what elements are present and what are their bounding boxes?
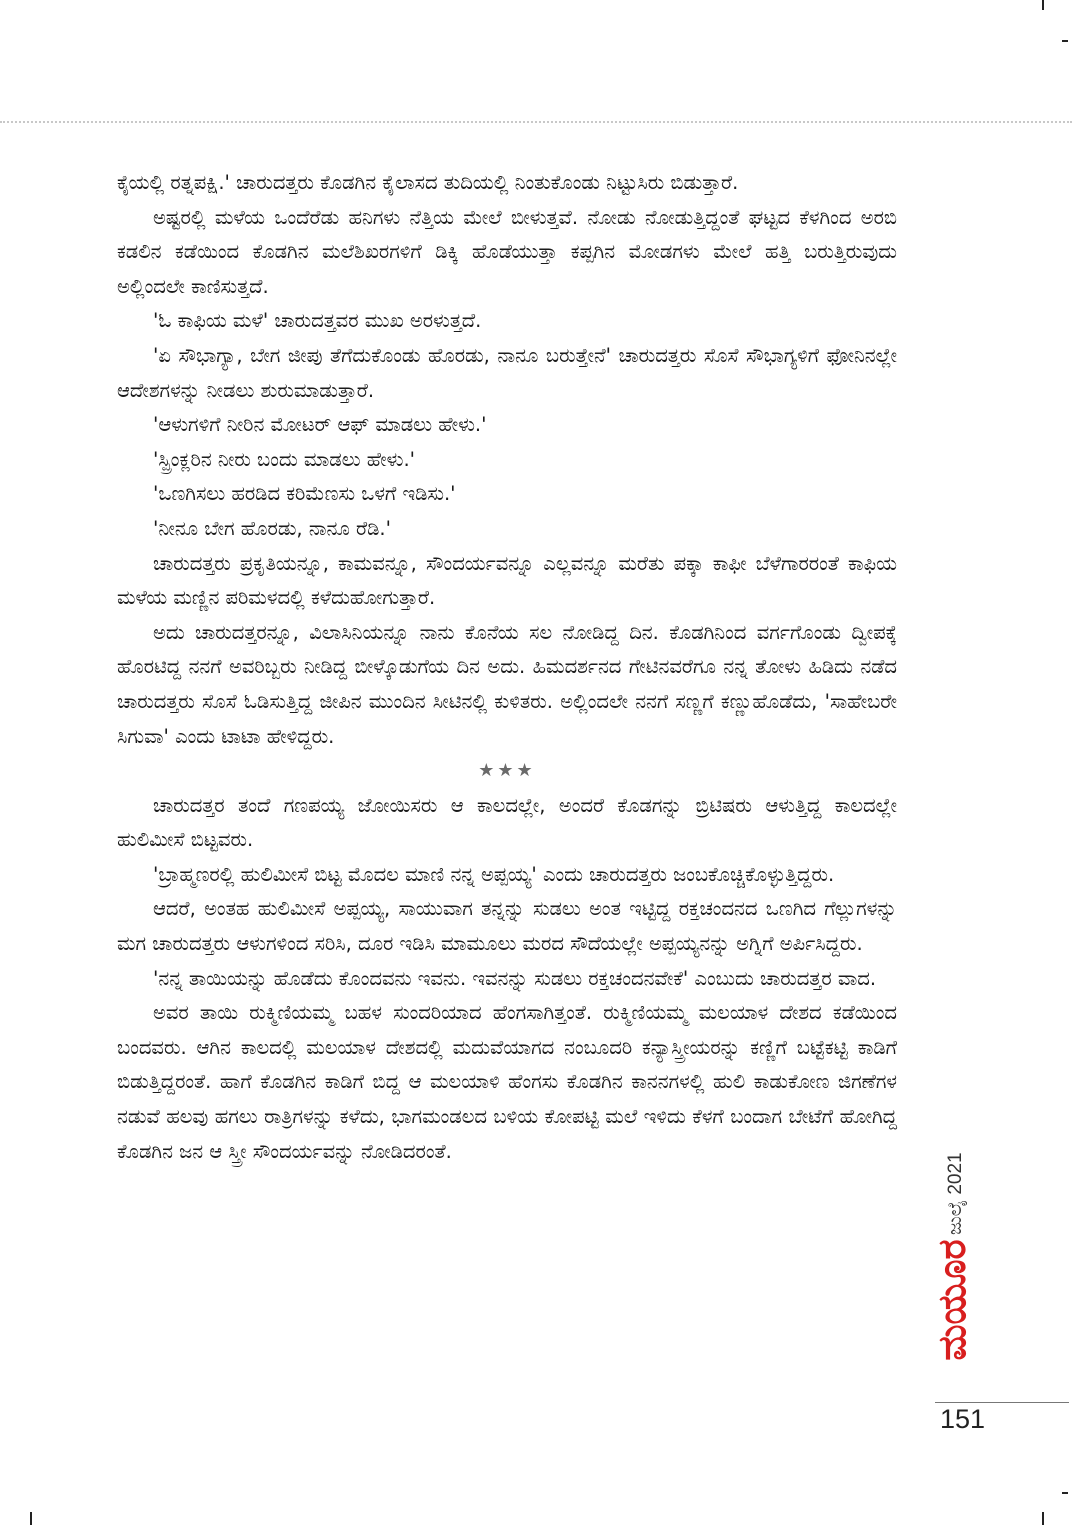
paragraph: ಆದರೆ, ಅಂತಹ ಹುಲಿಮೀಸೆ ಅಪ್ಪಯ್ಯ, ಸಾಯುವಾಗ ತನ್ನನ್ನು ಸುಡಲು ಅಂತ ಇಟ್ಟಿದ್ದ ರಕ್ತಚಂದನದ ಒಣಗಿದ ಗೆಲ್ಲುಗಳನ್ನು ಮಗ ಚಾರುದತ್ತರು ಆಳುಗಳಿಂದ ಸರಿಸಿ, ದೂರ ಇಡಿಸಿ ಮಾಮೂಲು ಮರದ ಸೌದೆಯಲ್ಲೇ ಅಪ್ಪಯ್ಯನನ್ನು ಅಗ್ನಿಗೆ ಅರ್ಪಿಸಿದ್ದರು. [117,897,897,956]
magazine-logo: ಮಯೂರ [930,1239,974,1361]
paragraph: 'ಆಳುಗಳಿಗೆ ನೀರಿನ ಮೋಟರ್ ಆಫ್ ಮಾಡಲು ಹೇಳು.' [153,413,487,437]
crop-mark-bottom-left [30,1512,32,1525]
crop-mark-bottom-right [1062,1492,1068,1494]
paragraph: ಅವರ ತಾಯಿ ರುಕ್ಮಿಣಿಯಮ್ಮ ಬಹಳ ಸುಂದರಿಯಾದ ಹೆಂಗಸಾಗಿತ್ತಂತೆ. ರುಕ್ಮಿಣಿಯಮ್ಮ ಮಲಯಾಳ ದೇಶದ ಕಡೆಯಿಂದ ಬಂದವರು. ಆಗಿನ ಕಾಲದಲ್ಲಿ ಮಲಯಾಳ ದೇಶದಲ್ಲಿ ಮದುವೆಯಾಗದ ನಂಬೂದರಿ ಕನ್ಯಾಸ್ತ್ರೀಯರನ್ನು ಕಣ್ಣಿಗೆ ಬಟ್ಟೆಕಟ್ಟಿ ಕಾಡಿಗೆ ಬಿಡುತ್ತಿದ್ದರಂತೆ. ಹಾಗೆ ಕೊಡಗಿನ ಕಾಡಿಗೆ ಬಿದ್ದ ಆ ಮಲಯಾಳಿ ಹೆಂಗಸು ಕೊಡಗಿನ ಕಾನನಗಳಲ್ಲಿ ಹುಲಿ ಕಾಡುಕೋಣ ಜಿಗಣೆಗಳ ನಡುವೆ ಹಲವು ಹಗಲು ರಾತ್ರಿಗಳನ್ನು ಕಳೆದು, ಭಾಗಮಂಡಲದ ಬಳಿಯ ಕೋಪಟ್ಟಿ ಮಲೆ ಇಳಿದು ಕೆಳಗೆ ಬಂದಾಗ ಬೇಟೆಗೆ ಹೋಗಿದ್ದ ಕೊಡಗಿನ ಜನ ಆ ಸ್ತ್ರೀ ಸೌಂದರ್ಯವನ್ನು ನೋಡಿದರಂತೆ. [117,1001,897,1163]
crop-mark-top [1042,0,1044,10]
paragraph: ಅದು ಚಾರುದತ್ತರನ್ನೂ, ವಿಲಾಸಿನಿಯನ್ನೂ ನಾನು ಕೊನೆಯ ಸಲ ನೋಡಿದ್ದ ದಿನ. ಕೊಡಗಿನಿಂದ ವರ್ಗಗೊಂಡು ದ್ವೀಪಕ್ಕೆ ಹೊರಟಿದ್ದ ನನಗೆ ಅವರಿಬ್ಬರು ನೀಡಿದ್ದ ಬೀಳ್ಕೊಡುಗೆಯ ದಿನ ಅದು. ಹಿಮದರ್ಶನದ ಗೇಟಿನವರೆಗೂ ನನ್ನ ತೋಳು ಹಿಡಿದು ನಡೆದ ಚಾರುದತ್ತರು ಸೊಸೆ ಓಡಿಸುತ್ತಿದ್ದ ಜೀಪಿನ ಮುಂದಿನ ಸೀಟಿನಲ್ಲಿ ಕುಳಿತರು. ಅಲ್ಲಿಂದಲೇ ನನಗೆ ಸಣ್ಣಗೆ ಕಣ್ಣುಹೊಡೆದು, 'ಸಾಹೇಬರೇ ಸಿಗುವಾ' ಎಂದು ಟಾಟಾ ಹೇಳಿದ್ದರು. [117,620,897,748]
paragraph: 'ಬ್ರಾಹ್ಮಣರಲ್ಲಿ ಹುಲಿಮೀಸೆ ಬಿಟ್ಟ ಮೊದಲ ಮಾಣಿ ನನ್ನ ಅಪ್ಪಯ್ಯ' ಎಂದು ಚಾರುದತ್ತರು ಜಂಬಕೊಚ್ಚಿಕೊಳ್ಳುತ್ತಿದ್ದರು. [153,862,835,886]
paragraph: 'ಸ್ಪ್ರಿಂಕ್ಲರಿನ ನೀರು ಬಂದು ಮಾಡಲು ಹೇಳು.' [153,447,416,471]
paragraph: 'ನೀನೂ ಬೇಗ ಹೊರಡು, ನಾನೂ ರೆಡಿ.' [153,516,391,540]
article-body [117,166,897,1169]
crop-mark-top-right [1062,40,1068,42]
paragraph: 'ಏ ಸೌಭಾಗ್ಯಾ, ಬೇಗ ಜೀಪು ತೆಗೆದುಕೊಂಡು ಹೊರಡು, ನಾನೂ ಬರುತ್ತೇನೆ' ಚಾರುದತ್ತರು ಸೊಸೆ ಸೌಭಾಗ್ಯಳಿಗೆ ಫೋನಿನಲ್ಲೇ ಆದೇಶಗಳನ್ನು ನೀಡಲು ಶುರುಮಾಡುತ್ತಾರೆ. [117,343,897,402]
paragraph: ಚಾರುದತ್ತರ ತಂದೆ ಗಣಪಯ್ಯ ಜೋಯಿಸರು ಆ ಕಾಲದಲ್ಲೇ, ಅಂದರೆ ಕೊಡಗನ್ನು ಬ್ರಿಟಿಷರು ಆಳುತ್ತಿದ್ದ ಕಾಲದಲ್ಲೇ ಹುಲಿಮೀಸೆ ಬಿಟ್ಟವರು. [117,793,897,852]
paragraph: 'ಒಣಗಿಸಲು ಹರಡಿದ ಕರಿಮೆಣಸು ಒಳಗೆ ಇಡಿಸು.' [153,482,456,506]
header-dotted-rule [0,121,1072,123]
paragraph: 'ಓ ಕಾಫಿಯ ಮಳೆ' ಚಾರುದತ್ತವರ ಮುಖ ಅರಳುತ್ತದೆ. [153,309,482,333]
section-break-stars: ★★★ [478,760,536,782]
paragraph: ಚಾರುದತ್ತರು ಪ್ರಕೃತಿಯನ್ನೂ, ಕಾಮವನ್ನೂ, ಸೌಂದರ್ಯವನ್ನೂ ಎಲ್ಲವನ್ನೂ ಮರೆತು ಪಕ್ಕಾ ಕಾಫೀ ಬೆಳೆಗಾರರಂತೆ ಕಾಫಿಯ ಮಳೆಯ ಮಣ್ಣಿನ ಪರಿಮಳದಲ್ಲಿ ಕಳೆದುಹೋಗುತ್ತಾರೆ. [117,551,897,610]
paragraph: 'ನನ್ನ ತಾಯಿಯನ್ನು ಹೊಡೆದು ಕೊಂದವನು ಇವನು. ಇವನನ್ನು ಸುಡಲು ರಕ್ತಚಂದನವೇಕೆ' ಎಂಬುದು ಚಾರುದತ್ತರ ವಾದ. [153,966,877,990]
paragraph: ಕೈಯಲ್ಲಿ ರತ್ನಪಕ್ಷಿ.' ಚಾರುದತ್ತರು ಕೊಡಗಿನ ಕೈಲಾಸದ ತುದಿಯಲ್ಲಿ ನಿಂತುಕೊಂಡು ನಿಟ್ಟುಸಿರು ಬಿಡುತ್ತಾರೆ. [117,171,739,194]
crop-mark-bottom [1042,1512,1044,1525]
page-number: 151 [940,1404,986,1434]
issue-date: ಜುಲೈ 2021 [945,1152,966,1235]
paragraph: ಅಷ್ಟರಲ್ಲಿ ಮಳೆಯ ಒಂದೆರೆಡು ಹನಿಗಳು ನೆತ್ತಿಯ ಮೇಲೆ ಬೀಳುತ್ತವೆ. ನೋಡು ನೋಡುತ್ತಿದ್ದಂತೆ ಘಟ್ಟದ ಕೆಳಗಿಂದ ಅರಬಿ ಕಡಲಿನ ಕಡೆಯಿಂದ ಕೊಡಗಿನ ಮಲೆಶಿಖರಗಳಿಗೆ ಡಿಕ್ಕಿ ಹೊಡೆಯುತ್ತಾ ಕಪ್ಪಗಿನ ಮೋಡಗಳು ಮೇಲೆ ಹತ್ತಿ ಬರುತ್ತಿರುವುದು ಅಲ್ಲಿಂದಲೇ ಕಾಣಿಸುತ್ತದೆ. [117,205,897,298]
